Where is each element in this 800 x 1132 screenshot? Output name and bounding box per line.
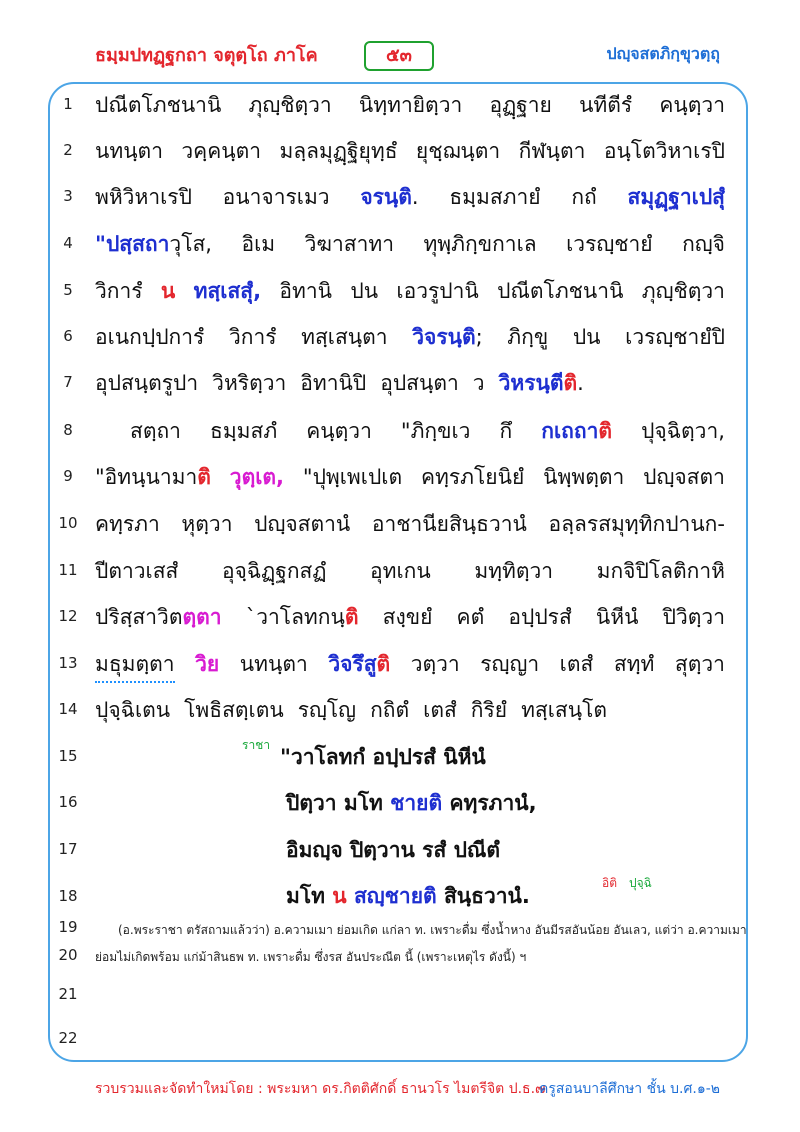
text-line-6 [95, 321, 725, 354]
translation-note-2: ย่อมไม่เกิดพร้อม แก่ม้าสินธพ ท. เพราะดื่ม ซึ่งรส อันประณีต นี้ (เพราะเหตุไร ดังนี้) ฯ [95, 950, 527, 964]
word: อิทานิปิ [300, 371, 367, 395]
word: ธมฺมสภายํ [449, 185, 541, 209]
line-number: 1 [63, 95, 73, 113]
word: "ปุพฺเพเปเต [302, 465, 403, 489]
page-number: ๕๓ [364, 41, 434, 71]
speaker-label: ราชา [242, 738, 271, 752]
word: ปน [572, 325, 601, 349]
line-number: 18 [58, 887, 78, 905]
text-line-8 [130, 415, 725, 448]
line-number: 7 [63, 373, 73, 391]
highlight-verb: ชายติ [390, 791, 443, 815]
highlight-verb: กเถถา [541, 419, 599, 443]
word: วิการํ [95, 279, 143, 303]
word: "อิทนฺนามา [95, 465, 198, 489]
word: อุปสนฺตา [380, 371, 459, 395]
word: ปณีตโภชนานิ [95, 93, 222, 117]
word: เอวรูปานิ [396, 279, 479, 303]
word: อุฏฺฐาย [489, 93, 552, 117]
word: ภุญฺชิตฺวา [641, 279, 725, 303]
word: อุปสนฺตรูปา [95, 371, 199, 395]
word: ปญฺจสตา [643, 465, 725, 489]
negation-word: น [160, 279, 176, 303]
highlight-verb: สญฺชายติ [346, 884, 437, 908]
line-number: 14 [58, 700, 78, 718]
word: อุจฺฉิฏฺฐกสฏํ [221, 559, 327, 583]
word: ทสฺเสนฺโต [521, 698, 608, 722]
pucchi-tag: ปุจฺฉิ [629, 876, 652, 890]
text-line-5 [95, 275, 725, 308]
text-line-2 [95, 135, 725, 168]
word: อุทเกน [370, 559, 431, 583]
word: อิทานิ [279, 279, 333, 303]
word: มลฺลมุฏฺฐิยุทฺธํ [279, 139, 398, 163]
line-number: 20 [58, 946, 78, 964]
particle-viya: วิย [195, 652, 220, 676]
highlight-verb: วิจรนฺติ [412, 325, 476, 349]
word: คนฺตฺวา [659, 93, 725, 117]
text-line-12 [95, 601, 725, 634]
word-group [412, 321, 482, 354]
word: อิเม [241, 232, 276, 256]
line-number: 4 [63, 234, 73, 252]
verse-text: ปิตฺวา มโท [286, 791, 391, 815]
highlight-verb: "ปสฺสถา [95, 232, 170, 256]
word: กิริยํ [470, 698, 508, 722]
word: นิหีนํ [595, 605, 639, 629]
iti-particle: ติ [598, 419, 613, 443]
word: พหิวิหาเรปิ [95, 185, 192, 209]
line-number: 11 [58, 561, 78, 579]
iti-particle: ติ [344, 605, 359, 629]
word: กญฺจิ [682, 232, 725, 256]
text-line-9 [95, 461, 725, 494]
line-number: 16 [58, 793, 78, 811]
word: นทนฺตา [95, 139, 163, 163]
word-group [246, 601, 359, 634]
line-number: 6 [63, 327, 73, 345]
word: ปิวิตฺวา [662, 605, 725, 629]
word: ปริสฺสาวิต [95, 605, 183, 629]
line-number: 12 [58, 607, 78, 625]
word: คนฺตฺวา [306, 419, 372, 443]
line-number: 15 [58, 747, 78, 765]
word: อนฺโตวิหาเรปิ [603, 139, 725, 163]
punct: . [577, 371, 584, 395]
word: วตฺวา [410, 652, 460, 676]
iti-particle: ติ [197, 465, 211, 489]
line-number: 5 [63, 281, 73, 299]
line-number: 17 [58, 840, 78, 858]
word: อเนกปฺปการํ [95, 325, 205, 349]
word: ธมฺมสภํ [210, 419, 278, 443]
verse-line-1: "วาโลทกํ อปฺปรสํ นิหีนํ [280, 745, 486, 769]
word: วิการํ [228, 325, 277, 349]
word: เตสํ [423, 698, 457, 722]
word: รญฺโญ [297, 698, 357, 722]
word: ภุญฺชิตฺวา [248, 93, 332, 117]
word: สงฺขยํ [382, 605, 433, 629]
verse-text: สินฺธวานํ. [436, 884, 530, 908]
word: หุตฺวา [181, 512, 233, 536]
word: ปณีตโภชนานิ [497, 279, 624, 303]
word: สตฺถา [130, 419, 181, 443]
word-group [328, 648, 390, 683]
word: สุตฺวา [674, 652, 725, 676]
negation-word: น [332, 884, 347, 908]
word: ปุจฺฉิเตน [95, 698, 171, 722]
word-group [194, 275, 261, 308]
book-title: ธมฺมปทฏฺฐกถา จตุตฺโถ ภาโค [95, 45, 318, 66]
section-title: ปญฺจสตภิกฺขุวตฺถุ [606, 44, 720, 63]
word-group [360, 181, 418, 214]
word: กีฬนฺตา [518, 139, 586, 163]
word-group [95, 601, 222, 634]
ablative-suffix: ตฺตา [182, 605, 222, 629]
word: ปญฺจสตานํ [254, 512, 351, 536]
iti-particle: ติ [376, 652, 391, 676]
word: โพธิสตฺเตน [184, 698, 284, 722]
word: ปีตาวเสสํ [95, 559, 179, 583]
word: มทฺทิตฺวา [474, 559, 554, 583]
text-line-13 [95, 648, 725, 683]
word: "ภิกฺขเว [400, 419, 471, 443]
translation-note-1: (อ.พระราชา ตรัสถามแล้วว่า) อ.ความเมา ย่อมเกิด แก่ลา ท. เพราะดื่ม ซึ่งน้ำหาง อันมีรสอันน้อย อันเลว, แต่ว่า อ.ความเมา [118, 923, 747, 937]
word: วิฆาสาทา [304, 232, 394, 256]
word-group [95, 461, 211, 494]
word: นิทฺทายิตฺวา [358, 93, 463, 117]
word: คตํ [456, 605, 485, 629]
highlight-verb: วิหรนฺตี [498, 371, 564, 395]
word: อนาจารเมว [222, 185, 330, 209]
line-number: 13 [58, 654, 78, 672]
word: วิหริตฺวา [212, 371, 287, 395]
text-line-3 [95, 181, 725, 214]
word: อปฺปรสํ [508, 605, 572, 629]
word: กถิตํ [370, 698, 410, 722]
word: วุโส, [169, 232, 212, 256]
punct: ; [475, 325, 483, 349]
highlight-verb: วิจรึสู [328, 652, 377, 676]
word: กถํ [571, 185, 597, 209]
word: นทีตีรํ [579, 93, 633, 117]
line-number: 19 [58, 918, 78, 936]
word: กึ [499, 419, 513, 443]
word: อาชานียสินฺธวานํ [371, 512, 527, 536]
word: ภิกฺขู [507, 325, 549, 349]
word: เตสํ [559, 652, 594, 676]
line-number: 2 [63, 141, 73, 159]
line-number: 22 [58, 1029, 78, 1047]
dotted-underlined-word: มธุมตฺตา [95, 648, 175, 683]
line-number: 9 [63, 467, 73, 485]
line-number: 10 [58, 514, 78, 532]
line-number: 21 [58, 985, 78, 1003]
word-group [541, 415, 612, 448]
word: ยุชฺฌนฺตา [415, 139, 501, 163]
word: สทฺทํ [613, 652, 655, 676]
highlight-verb-magenta: วุตฺเต, [229, 465, 285, 489]
word: ปน [350, 279, 379, 303]
word: นทนฺตา [239, 652, 308, 676]
word: ทสฺเสนฺตา [301, 325, 388, 349]
text-line-7 [95, 367, 725, 400]
verse-text: คทฺรภานํ, [442, 791, 537, 815]
verse-text: มโท [286, 884, 333, 908]
verse-line-2 [286, 787, 537, 820]
text-line-10 [95, 508, 725, 541]
text-line-4 [95, 228, 725, 261]
word-group [95, 228, 212, 261]
verse-line-3: อิมญฺจ ปิตฺวาน รสํ ปณีตํ [286, 838, 501, 862]
word-group [499, 367, 584, 400]
highlight-verb: สมุฏฺฐาเปสุํ [627, 185, 725, 209]
word: เวรญฺชายํปิ [625, 325, 725, 349]
word: คทฺรภา [95, 512, 160, 536]
word: ว [472, 371, 485, 395]
verse-line-4 [286, 880, 530, 913]
word: ทุพฺภิกฺขกาเล [423, 232, 537, 256]
line-number: 8 [63, 421, 73, 439]
text-line-14 [95, 694, 725, 727]
iti-particle: ติ [563, 371, 578, 395]
footer-course: ครูสอนบาลีศึกษา ชั้น บ.ศ.๑-๒ [538, 1081, 720, 1097]
word: วคฺคนฺตา [181, 139, 262, 163]
word: คทฺรภโยนิยํ [421, 465, 525, 489]
line-number: 3 [63, 187, 73, 205]
punct: . [411, 185, 419, 209]
word: ปุจฺฉิตฺวา, [641, 419, 725, 443]
text-line-1 [95, 89, 725, 122]
highlight-verb: จรนฺติ [360, 185, 412, 209]
iti-tag: อิติ [602, 876, 617, 890]
word: มกจิปิโลติกาหิ [596, 559, 725, 583]
text-line-11 [95, 555, 725, 588]
word: อลฺลรสมุทฺทิกปานก- [548, 512, 725, 536]
footer-author: รวบรวมและจัดทำใหม่โดย : พระมหา ดร.กิตติศักดิ์ ธานวโร ไมตรีจิต ป.ธ.๗ [95, 1081, 546, 1097]
word: นิพฺพตฺตา [543, 465, 625, 489]
word: เวรญฺชายํ [566, 232, 653, 256]
word: รญฺญา [480, 652, 540, 676]
highlight-verb: ทสฺเสสุํ, [193, 279, 262, 303]
word: `วาโลทกนฺ [245, 605, 345, 629]
